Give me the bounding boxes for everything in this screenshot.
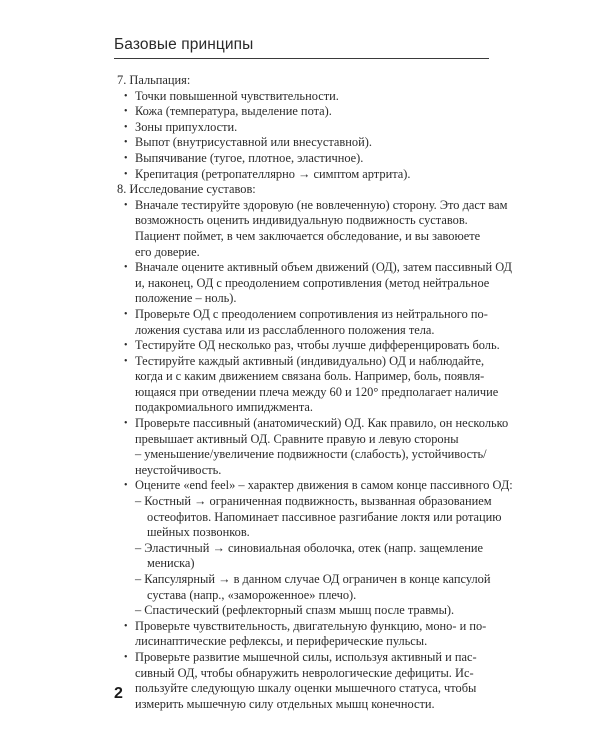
bullet-icon: • [124,199,128,211]
bullet-list-item [117,135,495,151]
bullet-icon: • [124,480,128,492]
text-line [117,369,495,385]
text-line [117,213,495,229]
line-text: – Костный → ограниченная подвижность, вызванная образованием [135,494,492,509]
bullet-list-item [117,89,495,105]
bullet-icon: • [124,308,128,320]
line-text: Проверьте развитие мышечной силы, используя активный и пас- [135,649,477,664]
line-text: – Капсулярный → в данном случае ОД ограничен в конце капсулой [135,572,491,586]
line-text: Проверьте ОД с преодолением сопротивления из нейтрального по- [135,306,488,321]
text-line [117,245,495,261]
bullet-icon: • [124,137,128,149]
bullet-icon: • [124,262,128,274]
line-text: Зоны припухлости. [135,119,238,134]
text-line [117,463,495,479]
text-line [117,588,495,604]
bullet-icon: • [124,106,128,118]
line-text: возможность оценить индивидуальную подвижность суставов. [135,213,468,228]
line-text: – уменьшение/увеличение подвижности (слабость), устойчивость/ [135,447,487,462]
line-text: подакромиального импиджмента. [135,400,313,415]
text-line [117,572,495,588]
bullet-list-item [117,104,495,120]
bullet-list-item [117,416,509,432]
header-divider [114,58,489,59]
line-text: Тестируйте ОД несколько раз, чтобы лучше дифференцировать боль. [135,338,500,353]
bullet-icon: • [124,168,128,180]
line-text: превышает активный ОД. Сравните правую и левую стороны [135,431,459,446]
bullet-icon: • [124,355,128,367]
line-text: сивный ОД, чтобы обнаружить неврологические дефициты. Ис- [135,665,474,680]
text-line [117,541,495,557]
body-text [117,73,513,712]
text-line [117,73,495,89]
line-text: Точки повышенной чувствительности. [135,88,339,103]
line-text: Проверьте чувствительность, двигательную функцию, моно- и по- [135,618,487,633]
text-line [117,276,495,292]
line-text: Кожа (температура, выделение пота). [135,104,332,119]
bullet-list-item [117,307,495,323]
text-line [117,400,495,416]
line-text: Вначале тестируйте здоровую (не вовлеченную) сторону. Это даст вам [135,197,508,212]
page-header-title: Базовые принципы [114,36,254,53]
line-text: 8. Исследование суставов: [117,182,256,197]
line-text: Выпячивание (тугое, плотное, эластичное). [135,150,364,165]
text-line [117,291,495,307]
line-text: Проверьте пассивный (анатомический) ОД. Как правило, он несколько [135,416,509,431]
text-line [117,432,495,448]
line-text: лисинаптические рефлексы, и периферические пульсы. [135,634,428,649]
bullet-list-item [117,650,495,666]
text-line [117,384,499,401]
line-text: ложения сустава или из расслабленного положения тела. [135,322,435,337]
bullet-list-item [117,478,513,494]
text-line [117,525,495,541]
text-line [117,182,495,198]
line-text: остеофитов. Напоминает пассивное разгибание локтя или ротацию [147,509,502,524]
bullet-list-item [117,197,508,214]
bullet-list-item [117,151,495,167]
line-text: Выпот (внутрисуставной или внесуставной). [135,135,372,150]
line-text: измерить мышечную силу отдельных мышц конечности. [135,696,435,711]
bullet-list-item [117,619,495,635]
line-text: Вначале оцените активный объем движений (ОД), затем пассивный ОД [135,260,512,275]
text-line [117,556,495,572]
bullet-icon: • [124,620,128,632]
bullet-icon: • [124,90,128,102]
bullet-list-item [117,120,495,136]
bullet-icon: • [124,651,128,663]
line-text: 7. Пальпация: [117,73,191,87]
line-text: Оцените «end feel» – характер движения в самом конце пассивного ОД: [135,478,513,493]
line-text: неустойчивость. [135,462,222,477]
bullet-list-item [117,167,495,183]
bullet-icon: • [124,340,128,352]
line-text: и, наконец, ОД с преодолением сопротивления (метод нейтральное [135,275,490,290]
line-text: положение – ноль). [135,291,237,306]
bullet-list-item [117,260,512,276]
bullet-list-item [117,338,500,354]
text-line [117,509,502,526]
line-text: – Спастический (рефлекторный спазм мышц после травмы). [135,603,455,618]
line-text: ющаяся при отведении плеча между 60 и 120° предполагает наличие [135,384,499,399]
text-line [117,229,495,245]
line-text: Пациент поймет, в чем заключается обследование, и вы завоюете [135,228,481,243]
line-text: его доверие. [135,244,200,259]
line-text: мениска) [147,556,195,571]
text-line [117,494,495,510]
line-text: когда и с каким движением связана боль. Например, боль, появля- [135,369,485,384]
line-text: шейных позвонков. [147,525,250,540]
bullet-icon: • [124,152,128,164]
text-line [117,603,495,619]
line-text: сустава (напр., «замороженное» плечо). [147,587,357,602]
text-line [117,323,495,339]
bullet-icon: • [124,121,128,133]
bullet-icon: • [124,418,128,430]
line-text: пользуйте следующую шкалу оценки мышечного статуса, чтобы [135,681,477,696]
bullet-list-item [117,354,495,370]
text-line [117,447,495,463]
text-line [117,681,495,697]
text-line [117,666,495,682]
text-line [117,697,495,713]
text-line [117,634,495,650]
line-text: Крепитация (ретропателлярно → симптом артрита). [135,166,411,181]
line-text: – Эластичный → синовиальная оболочка, отек (напр. защемление [135,540,483,555]
page-number: 2 [114,685,123,702]
line-text: Тестируйте каждый активный (индивидуально) ОД и наблюдайте, [135,353,485,368]
